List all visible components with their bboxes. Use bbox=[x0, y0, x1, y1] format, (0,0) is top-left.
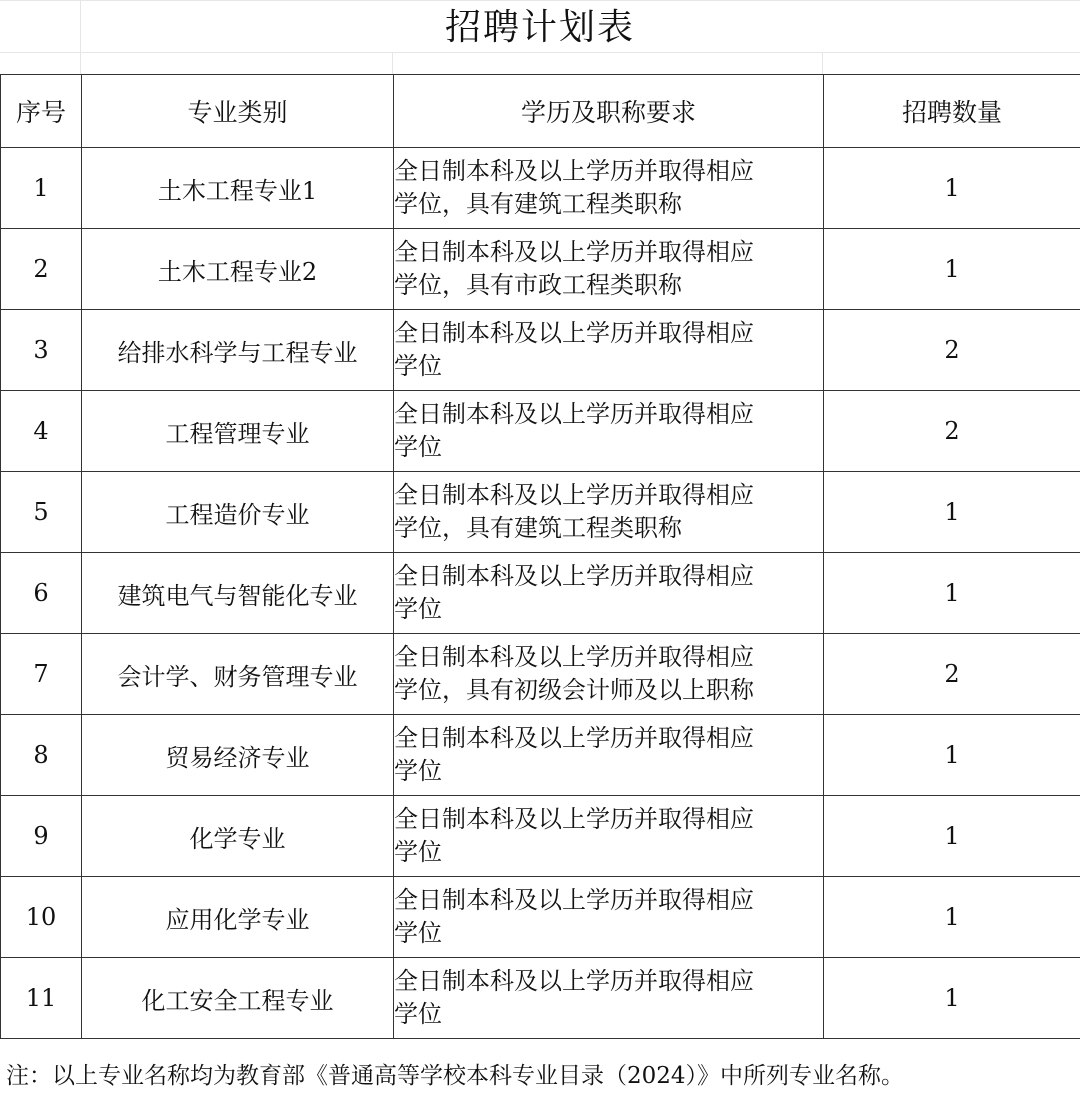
cell-index: 3 bbox=[1, 310, 82, 391]
header-major: 专业类别 bbox=[82, 75, 394, 148]
cell-index: 8 bbox=[1, 715, 82, 796]
cell-major: 贸易经济专业 bbox=[82, 715, 394, 796]
cell-index: 6 bbox=[1, 553, 82, 634]
requirement-line: 学位 bbox=[394, 352, 442, 380]
cell-major: 化工安全工程专业 bbox=[82, 958, 394, 1039]
requirement-line: 学位，具有初级会计师及以上职称 bbox=[394, 676, 754, 704]
cell-count: 2 bbox=[824, 391, 1080, 472]
cell-count: 1 bbox=[824, 148, 1080, 229]
cell-index: 7 bbox=[1, 634, 82, 715]
requirement-line: 学位，具有建筑工程类职称 bbox=[394, 514, 682, 542]
cell-requirement bbox=[394, 229, 824, 310]
requirement-line: 全日制本科及以上学历并取得相应 bbox=[394, 724, 754, 752]
cell-major: 会计学、财务管理专业 bbox=[82, 634, 394, 715]
cell-index: 10 bbox=[1, 877, 82, 958]
cell-requirement bbox=[394, 958, 824, 1039]
requirement-line: 学位 bbox=[394, 919, 442, 947]
cell-requirement bbox=[394, 310, 824, 391]
requirement-line: 学位 bbox=[394, 595, 442, 623]
cell-requirement bbox=[394, 472, 824, 553]
requirement-line: 学位 bbox=[394, 433, 442, 461]
cell-major: 化学专业 bbox=[82, 796, 394, 877]
requirement-line: 全日制本科及以上学历并取得相应 bbox=[394, 562, 754, 590]
requirement-line: 全日制本科及以上学历并取得相应 bbox=[394, 400, 754, 428]
table-row bbox=[1, 472, 1080, 553]
requirement-line: 学位 bbox=[394, 838, 442, 866]
requirement-line: 全日制本科及以上学历并取得相应 bbox=[394, 805, 754, 833]
cell-requirement bbox=[394, 148, 824, 229]
cell-count: 2 bbox=[824, 310, 1080, 391]
cell-major: 给排水科学与工程专业 bbox=[82, 310, 394, 391]
cell-requirement bbox=[394, 796, 824, 877]
cell-count: 1 bbox=[824, 958, 1080, 1039]
table-row bbox=[1, 877, 1080, 958]
grid-line bbox=[0, 52, 1080, 53]
cell-major: 工程造价专业 bbox=[82, 472, 394, 553]
cell-requirement bbox=[394, 553, 824, 634]
table-row bbox=[1, 634, 1080, 715]
grid-line bbox=[392, 52, 393, 74]
table-row bbox=[1, 391, 1080, 472]
table-row bbox=[1, 958, 1080, 1039]
header-count: 招聘数量 bbox=[824, 75, 1080, 148]
requirement-line: 全日制本科及以上学历并取得相应 bbox=[394, 481, 754, 509]
requirement-line: 全日制本科及以上学历并取得相应 bbox=[394, 643, 754, 671]
requirement-line: 学位，具有市政工程类职称 bbox=[394, 271, 682, 299]
cell-major: 应用化学专业 bbox=[82, 877, 394, 958]
cell-index: 9 bbox=[1, 796, 82, 877]
cell-count: 1 bbox=[824, 796, 1080, 877]
table-row bbox=[1, 715, 1080, 796]
cell-requirement bbox=[394, 391, 824, 472]
recruitment-table bbox=[0, 74, 1080, 1039]
cell-count: 1 bbox=[824, 472, 1080, 553]
header-index: 序号 bbox=[1, 75, 82, 148]
table-row bbox=[1, 310, 1080, 391]
table-row bbox=[1, 796, 1080, 877]
requirement-line: 全日制本科及以上学历并取得相应 bbox=[394, 157, 754, 185]
requirement-line: 全日制本科及以上学历并取得相应 bbox=[394, 967, 754, 995]
cell-requirement bbox=[394, 715, 824, 796]
header-requirement: 学历及职称要求 bbox=[394, 75, 824, 148]
cell-major: 建筑电气与智能化专业 bbox=[82, 553, 394, 634]
cell-major: 土木工程专业2 bbox=[82, 229, 394, 310]
cell-count: 1 bbox=[824, 877, 1080, 958]
cell-index: 5 bbox=[1, 472, 82, 553]
table-row bbox=[1, 553, 1080, 634]
table-row bbox=[1, 148, 1080, 229]
page-title: 招聘计划表 bbox=[444, 7, 635, 48]
requirement-line: 全日制本科及以上学历并取得相应 bbox=[394, 238, 754, 266]
cell-count: 1 bbox=[824, 715, 1080, 796]
requirement-line: 全日制本科及以上学历并取得相应 bbox=[394, 319, 754, 347]
table-header-row bbox=[1, 75, 1080, 148]
cell-major: 土木工程专业1 bbox=[82, 148, 394, 229]
grid-line bbox=[822, 52, 823, 74]
cell-count: 2 bbox=[824, 634, 1080, 715]
cell-index: 2 bbox=[1, 229, 82, 310]
cell-requirement bbox=[394, 877, 824, 958]
cell-index: 1 bbox=[1, 148, 82, 229]
requirement-line: 全日制本科及以上学历并取得相应 bbox=[394, 886, 754, 914]
footnote: 注：以上专业名称均为教育部《普通高等学校本科专业目录（2024）》中所列专业名称。 bbox=[6, 1063, 905, 1089]
requirement-line: 学位，具有建筑工程类职称 bbox=[394, 190, 682, 218]
cell-count: 1 bbox=[824, 553, 1080, 634]
cell-requirement bbox=[394, 634, 824, 715]
cell-index: 4 bbox=[1, 391, 82, 472]
cell-index: 11 bbox=[1, 958, 82, 1039]
requirement-line: 学位 bbox=[394, 757, 442, 785]
cell-count: 1 bbox=[824, 229, 1080, 310]
cell-major: 工程管理专业 bbox=[82, 391, 394, 472]
table-row bbox=[1, 229, 1080, 310]
requirement-line: 学位 bbox=[394, 1000, 442, 1028]
